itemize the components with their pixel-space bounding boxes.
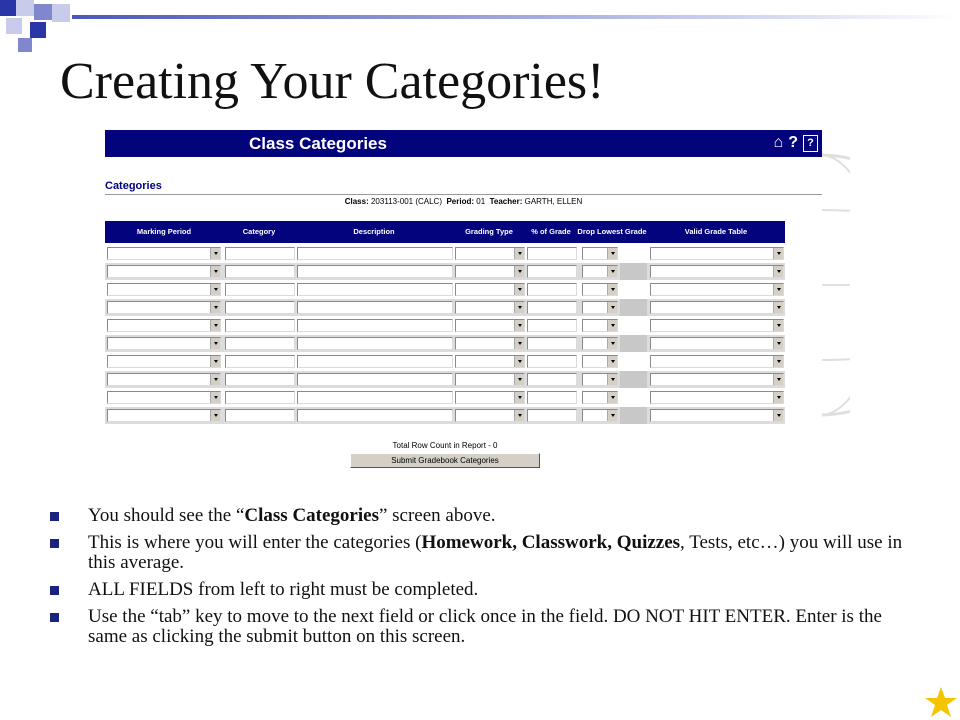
valid-grade-table-select[interactable] — [650, 409, 784, 422]
chevron-down-icon[interactable] — [607, 356, 617, 367]
table-row — [105, 371, 785, 388]
instruction-bold-text: Homework, Classwork, Quizzes — [421, 532, 681, 553]
chevron-down-icon[interactable] — [210, 284, 220, 295]
description-input[interactable] — [297, 283, 453, 296]
row-count-text: Total Row Count in Report - 0 — [392, 441, 498, 450]
description-input[interactable] — [297, 355, 453, 368]
help-topic-icon[interactable]: ? — [803, 135, 818, 152]
category-input[interactable] — [225, 301, 295, 314]
marking-period-select[interactable] — [107, 391, 221, 404]
chevron-down-icon[interactable] — [210, 302, 220, 313]
marking-period-select[interactable] — [107, 247, 221, 260]
instruction-item — [50, 506, 910, 526]
drop-lowest-grade-select[interactable] — [582, 373, 618, 386]
table-row — [105, 317, 785, 334]
chevron-down-icon[interactable] — [514, 374, 524, 385]
row-shade — [620, 263, 647, 280]
grid-header — [105, 221, 785, 243]
drop-lowest-grade-select[interactable] — [582, 283, 618, 296]
marking-period-select[interactable] — [107, 355, 221, 368]
bullet-square-icon — [50, 613, 59, 622]
description-input[interactable] — [297, 391, 453, 404]
valid-grade-table-select[interactable] — [650, 247, 784, 260]
bullet-square-icon — [50, 512, 59, 521]
chevron-down-icon[interactable] — [607, 374, 617, 385]
chevron-down-icon[interactable] — [210, 392, 220, 403]
drop-lowest-grade-select[interactable] — [582, 337, 618, 350]
chevron-down-icon[interactable] — [773, 248, 783, 259]
chevron-down-icon[interactable] — [773, 338, 783, 349]
section-divider — [105, 194, 822, 195]
category-input[interactable] — [225, 409, 295, 422]
instruction-bold-text: Class Categories — [244, 505, 379, 526]
instruction-text: ALL FIELDS from left to right must be completed. — [88, 579, 479, 600]
valid-grade-table-select[interactable] — [650, 319, 784, 332]
column-header-percent-of-grade: % of Grade — [531, 227, 571, 236]
grading-type-select[interactable] — [455, 301, 525, 314]
chevron-down-icon[interactable] — [773, 392, 783, 403]
instruction-text: Use the “tab” key to move to the next field or click once in the field. DO NOT HIT ENTER. Enter is the same as clicking the submit button on this screen. — [88, 606, 882, 647]
chevron-down-icon[interactable] — [514, 356, 524, 367]
table-row — [105, 335, 785, 352]
instruction-item — [50, 607, 910, 647]
description-input[interactable] — [297, 247, 453, 260]
chevron-down-icon[interactable] — [607, 320, 617, 331]
chevron-down-icon[interactable] — [607, 248, 617, 259]
chevron-down-icon[interactable] — [514, 392, 524, 403]
chevron-down-icon[interactable] — [514, 320, 524, 331]
percent-of-grade-input[interactable] — [527, 265, 577, 278]
chevron-down-icon[interactable] — [210, 266, 220, 277]
valid-grade-table-select[interactable] — [650, 283, 784, 296]
marking-period-select[interactable] — [107, 373, 221, 386]
valid-grade-table-select[interactable] — [650, 301, 784, 314]
instruction-item — [50, 533, 910, 573]
row-shade — [620, 335, 647, 352]
grading-type-select[interactable] — [455, 337, 525, 350]
valid-grade-table-select[interactable] — [650, 265, 784, 278]
drop-lowest-grade-select[interactable] — [582, 355, 618, 368]
drop-lowest-grade-select[interactable] — [582, 301, 618, 314]
slide-title: Creating Your Categories! — [60, 53, 605, 110]
percent-of-grade-input[interactable] — [527, 355, 577, 368]
title-rule — [72, 15, 960, 19]
grading-type-select[interactable] — [455, 409, 525, 422]
table-row — [105, 281, 785, 298]
chevron-down-icon[interactable] — [773, 266, 783, 277]
submit-gradebook-categories-button[interactable]: Submit Gradebook Categories — [350, 453, 540, 468]
bullet-square-icon — [50, 586, 59, 595]
category-input[interactable] — [225, 355, 295, 368]
deco-square — [16, 0, 34, 16]
percent-of-grade-input[interactable] — [527, 373, 577, 386]
row-shade — [620, 371, 647, 388]
drop-lowest-grade-select[interactable] — [582, 409, 618, 422]
instruction-text: This is where you will enter the categories ( — [88, 532, 422, 553]
period-value: 01 — [476, 197, 486, 206]
category-input[interactable] — [225, 265, 295, 278]
table-row — [105, 245, 785, 262]
percent-of-grade-input[interactable] — [527, 409, 577, 422]
deco-square — [34, 4, 52, 20]
category-input[interactable] — [225, 373, 295, 386]
chevron-down-icon[interactable] — [773, 410, 783, 421]
chevron-down-icon[interactable] — [607, 266, 617, 277]
class-info-line — [105, 197, 822, 206]
drop-lowest-grade-select[interactable] — [582, 247, 618, 260]
description-input[interactable] — [297, 409, 453, 422]
valid-grade-table-select[interactable] — [650, 373, 784, 386]
drop-lowest-grade-select[interactable] — [582, 265, 618, 278]
category-input[interactable] — [225, 337, 295, 350]
chevron-down-icon[interactable] — [607, 392, 617, 403]
chevron-down-icon[interactable] — [210, 356, 220, 367]
row-shade — [620, 407, 647, 424]
bullet-square-icon — [50, 539, 59, 548]
instruction-text: You should see the “ — [88, 505, 245, 526]
app-banner — [105, 130, 822, 157]
chevron-down-icon[interactable] — [210, 248, 220, 259]
grading-type-select[interactable] — [455, 373, 525, 386]
section-label: Categories — [105, 180, 162, 192]
chevron-down-icon[interactable] — [773, 374, 783, 385]
category-input[interactable] — [225, 247, 295, 260]
chevron-down-icon[interactable] — [514, 284, 524, 295]
chevron-down-icon[interactable] — [607, 410, 617, 421]
description-input[interactable] — [297, 319, 453, 332]
valid-grade-table-select[interactable] — [650, 355, 784, 368]
grading-type-select[interactable] — [455, 265, 525, 278]
chevron-down-icon[interactable] — [773, 284, 783, 295]
description-input[interactable] — [297, 373, 453, 386]
banner-icons — [774, 134, 818, 152]
marking-period-select[interactable] — [107, 265, 221, 278]
marking-period-select[interactable] — [107, 337, 221, 350]
chevron-down-icon[interactable] — [210, 320, 220, 331]
percent-of-grade-input[interactable] — [527, 283, 577, 296]
category-input[interactable] — [225, 391, 295, 404]
help-icon[interactable]: ? — [788, 134, 798, 151]
marking-period-select[interactable] — [107, 319, 221, 332]
row-shade — [620, 299, 647, 316]
valid-grade-table-select[interactable] — [650, 337, 784, 350]
grading-type-select[interactable] — [455, 319, 525, 332]
marking-period-select[interactable] — [107, 283, 221, 296]
instruction-text: , Tests, etc…) you will use in this average. — [88, 532, 903, 573]
valid-grade-table-select[interactable] — [650, 391, 784, 404]
description-input[interactable] — [297, 337, 453, 350]
deco-square — [30, 22, 46, 38]
grading-type-select[interactable] — [455, 355, 525, 368]
table-row — [105, 389, 785, 406]
teacher-label: Teacher: — [489, 197, 523, 206]
chevron-down-icon[interactable] — [514, 302, 524, 313]
chevron-down-icon[interactable] — [514, 266, 524, 277]
column-header-category: Category — [242, 227, 276, 236]
deco-square — [52, 4, 70, 22]
chevron-down-icon[interactable] — [514, 248, 524, 259]
star-icon[interactable] — [924, 686, 958, 718]
column-header-marking-period: Marking Period — [136, 227, 192, 236]
marking-period-select[interactable] — [107, 409, 221, 422]
chevron-down-icon[interactable] — [514, 338, 524, 349]
period-label: Period: — [446, 197, 475, 206]
marking-period-select[interactable] — [107, 301, 221, 314]
chevron-down-icon[interactable] — [514, 410, 524, 421]
percent-of-grade-input[interactable] — [527, 301, 577, 314]
class-value: 203113-001 (CALC) — [370, 197, 442, 206]
chevron-down-icon[interactable] — [210, 338, 220, 349]
instruction-list — [50, 506, 910, 654]
chevron-down-icon[interactable] — [773, 302, 783, 313]
deco-square — [0, 0, 16, 16]
instruction-item — [50, 580, 910, 600]
deco-square — [6, 18, 22, 34]
grading-type-select[interactable] — [455, 391, 525, 404]
chevron-down-icon[interactable] — [773, 320, 783, 331]
banner-title: Class Categories — [249, 134, 387, 153]
class-categories-screenshot — [105, 130, 822, 475]
table-row — [105, 353, 785, 370]
chevron-down-icon[interactable] — [607, 284, 617, 295]
home-icon[interactable]: ⌂ — [773, 134, 784, 151]
class-label: Class: — [344, 197, 369, 206]
chevron-down-icon[interactable] — [607, 338, 617, 349]
description-input[interactable] — [297, 265, 453, 278]
table-row — [105, 299, 785, 316]
grading-type-select[interactable] — [455, 283, 525, 296]
column-header-drop-lowest-grade: Drop Lowest Grade — [577, 227, 647, 236]
percent-of-grade-input[interactable] — [527, 391, 577, 404]
column-header-description: Description — [353, 227, 395, 236]
chevron-down-icon[interactable] — [210, 410, 220, 421]
percent-of-grade-input[interactable] — [527, 337, 577, 350]
table-row — [105, 407, 785, 424]
table-row — [105, 263, 785, 280]
chevron-down-icon[interactable] — [607, 302, 617, 313]
grading-type-select[interactable] — [455, 247, 525, 260]
column-header-grading-type: Grading Type — [465, 227, 513, 236]
deco-square — [18, 38, 32, 52]
percent-of-grade-input[interactable] — [527, 247, 577, 260]
chevron-down-icon[interactable] — [210, 374, 220, 385]
category-input[interactable] — [225, 319, 295, 332]
chevron-down-icon[interactable] — [773, 356, 783, 367]
slide-decoration — [0, 0, 960, 60]
description-input[interactable] — [297, 301, 453, 314]
column-header-valid-grade-table: Valid Grade Table — [684, 227, 748, 236]
drop-lowest-grade-select[interactable] — [582, 391, 618, 404]
percent-of-grade-input[interactable] — [527, 319, 577, 332]
category-input[interactable] — [225, 283, 295, 296]
instruction-text: ” screen above. — [378, 505, 496, 526]
teacher-value: GARTH, ELLEN — [524, 197, 583, 206]
drop-lowest-grade-select[interactable] — [582, 319, 618, 332]
